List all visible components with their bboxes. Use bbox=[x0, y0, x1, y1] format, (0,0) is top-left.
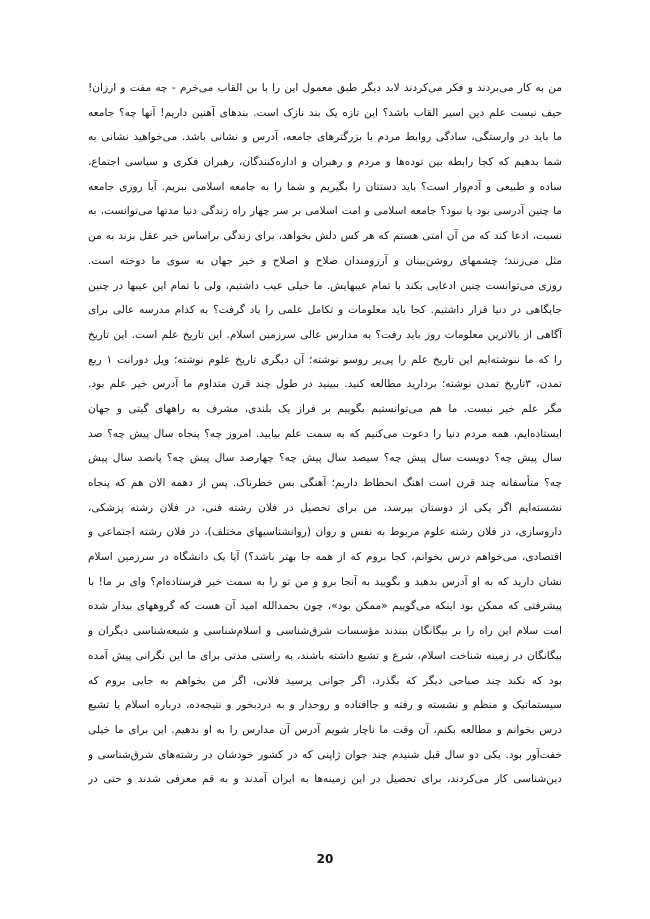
text-line: بود که نکند چند صباحی دیگر که بگذرد، اگر جوانی پرسید فلانی، اگر من بخواهم به جایی بروم که bbox=[88, 674, 562, 687]
text-line: ما چنین آدرسی بود یا نبود؟ جامعه اسلامی و امت اسلامی بر سر چهار راه زندگی دنیا مدتها می‌توانست، به bbox=[88, 205, 562, 218]
text-line: شما بدهیم که کجا رابطه بین توده‌ها و مردم و رهبران و اداره‌کنندگان، رهبران فکری و سیاسی اجتماع، bbox=[88, 156, 562, 169]
text-line: ما باید در وارستگی، سادگی روابط مردم با بزرگترهای جامعه، آدرس و نشانی باشد. می‌خواهید نشانی به bbox=[88, 131, 562, 144]
text-line: مثل می‌زنند؛ چشمهای روشن‌بینان و آرزومندان صلاح و اصلاح و خیر جهان به سوی ما دوخته است. bbox=[88, 254, 562, 267]
text-line: مگر علم خیر نیست. ما هم می‌توانستیم بگوییم بر فراز یک بلندی، مشرف به راههای گیتی و جهان bbox=[88, 402, 562, 415]
text-line: چه؟ متأسفانه چند قرن است اهنگ انحطاط داریم؛ آهنگی بس خطرناک. پس از دهمه الان هم که پنجاه bbox=[88, 477, 562, 489]
text-line: نشسته‌ایم اگر یکی از دوستان بپرسد، من برای تحصیل در فلان رشته فنی، در فلان رشته پزشکی، bbox=[88, 501, 562, 514]
text-line: نشان دارید که به او آدرس بدهید و بگویید به آنجا برو و من تو را به سمت خیر فرستاده‌ام؟ وای بر ما! با bbox=[88, 575, 562, 588]
text-line: را که ما ننوشته‌ایم این تاریخ علم را پی‌یر روسو نوشته؛ آن دیگری تاریخ علوم نوشته؛ ویل دورانت ۱ ربع bbox=[88, 353, 562, 366]
text-line: بیگانگان در زمینه شناخت اسلام، شرع و تشیع داشته باشند، به راستی مدتی برای ما این نگرانی پیش آمده bbox=[88, 649, 562, 662]
text-line: سیستماتیک و منظم و نشسته و رفته و جاافتاده و روحدار و به دردبخور و نتیجه‌ده، درباره اسلام یا تشیع bbox=[88, 699, 562, 712]
body-text bbox=[88, 76, 562, 792]
text-line: من به کار می‌بردند و فکر می‌کردند لابد دیگر طبق معمول این را با بن القاب می‌خرم - چه مفت و ارزان! bbox=[88, 82, 562, 94]
text-line: سال پیش چه؟ دویست سال پیش چه؟ سیصد سال پیش چه؟ چهارصد سال پیش چه؟ پانصد سال پیش bbox=[88, 452, 562, 465]
text-line: اقتصادی، می‌خواهم درس بخوانم، کجا بروم که از همه جا بهتر باشد؟) آیا یک دانشگاه در سرزمین اسلام bbox=[88, 551, 562, 564]
text-line: تمدن، ۳تاریخ تمدن نوشته؛ بردارید مطالعه کنید. ببینید در طول چند قرن متداوم ما آدرس خیر علم بود. bbox=[88, 378, 562, 391]
page-number: 20 bbox=[316, 852, 334, 866]
text-line: دین‌شناسی کار می‌کردند، برای تحصیل در این زمینه‌ها به ایران آمدند و به قم معرفی شدند و حتی در bbox=[88, 773, 562, 786]
text-line: جایگاهی در دنیا قرار داشتیم. کجا باید معلومات و تکامل علمی را یاد گرفت؟ به کدام مدرسه عالی برای bbox=[88, 304, 562, 317]
text-line: خفت‌آور بود. یکی دو سال قبل شنیدم چند جوان ژاپنی که در کشور خودشان در رشته‌های شرق‌شناسی و bbox=[88, 748, 562, 761]
text-line: ساده و طبیعی و آدم‌وار است؟ باید دستتان را بگیریم و شما را به جامعه اسلامی ببریم. آیا روزی جامعه bbox=[88, 180, 562, 193]
text-line: حیف نیست علم دین اسیر القاب باشد؟ این تازه یک بند نازک است. بندهای آهنین داریم! آنها چه؟ جامعه bbox=[88, 106, 562, 119]
text-line: امت سلام این راه را بر بیگانگان ببندند مؤسسات شرق‌شناسی و اسلام‌شناسی و شیعه‌شناسی دیگران و bbox=[88, 625, 562, 638]
text-line: نسبت، ادعا کند که من آن امتی هستم که هر کس دلش بخواهد، برای زندگی براساس خیر عقل بزند به من bbox=[88, 230, 562, 243]
text-line: روزی می‌توانست چنین ادعایی بکند با تمام عیبهایش. ما خیلی عیب داشتیم، ولی با تمام این عیبها در چنین bbox=[88, 279, 562, 292]
text-line: پیشرفتی که ممکن بود اینکه می‌گوییم «ممکن بود»، چون بحمدالله امید آن هست که گروههای بیدار شده bbox=[88, 600, 562, 613]
text-line: ایستاده‌ایم، همه مردم دنیا را دعوت می‌کنیم که به سمت علم بیایید. امروز چه؟ پنجاه سال پیش چه؟ صد bbox=[88, 427, 562, 440]
text-line: آگاهی از بالاترین معلومات روز باید رفت؟ به مدارس عالی سرزمین اسلام. این تاریخ علم است. این تاریخ bbox=[88, 328, 562, 341]
text-line: درس بخوانم و مطالعه بکنم، آن وقت ما ناچار شویم آدرس آن مدارس را به او بدهیم. این برای ما خیلی bbox=[88, 723, 562, 736]
text-line: داروسازی، در فلان رشته علوم مربوط به نفس و روان (روانشناسیهای مختلف)، در فلان رشته اجتماعی و bbox=[88, 526, 562, 539]
